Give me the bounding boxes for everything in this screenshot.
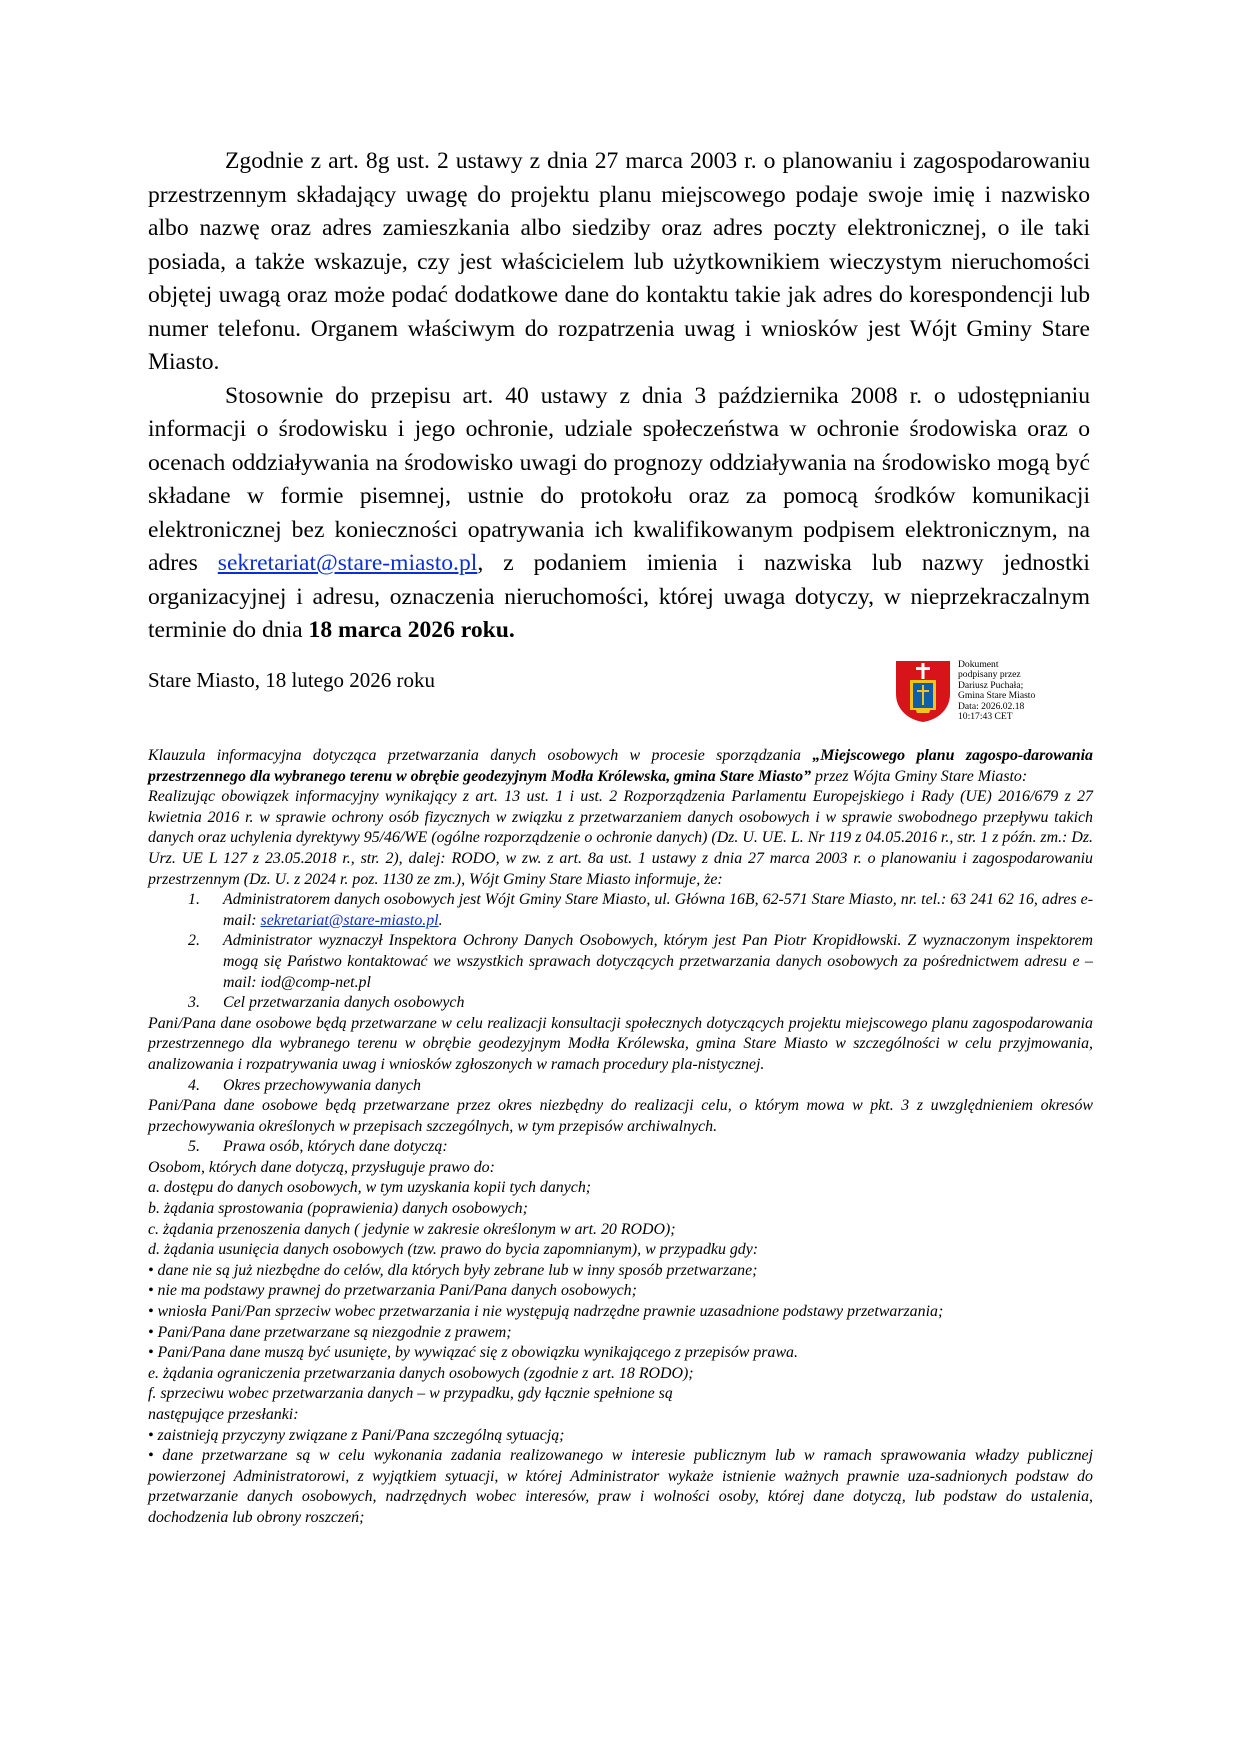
rights-line: b. żądania sprostowania (poprawienia) danych osobowych;	[148, 1200, 528, 1218]
rights-line: • nie ma podstawy prawnej do przetwarzania Pani/Pana danych osobowych;	[148, 1282, 637, 1300]
item-number: 4.	[188, 1076, 200, 1094]
signature-line: Dariusz Puchała;	[958, 679, 1024, 691]
clause-intro-text: Klauzula informacyjna dotycząca przetwarzania danych osobowych w procesie sporządzania	[148, 747, 801, 764]
clause-item-5	[148, 1137, 1093, 1158]
clause-item-1	[148, 890, 1093, 931]
rights-line: e. żądania ograniczenia przetwarzania danych osobowych (zgodnie z art. 18 RODO);	[148, 1364, 694, 1382]
signature-line: Dokument	[958, 659, 999, 670]
rights-line: c. żądania przenoszenia danych ( jedynie w zakresie określonym w art. 20 RODO);	[148, 1220, 676, 1238]
rights-line: • dane nie są już niezbędne do celów, dla których były zebrane lub w inny sposób przetwarzane;	[148, 1261, 758, 1279]
gdpr-clause	[148, 746, 1093, 1529]
clause-item-3	[148, 993, 1093, 1014]
item-number: 2.	[188, 932, 200, 950]
place-date-line: Stare Miasto, 18 lutego 2026 roku	[148, 668, 435, 692]
rights-line: • dane przetwarzane są w celu wykonania zadania realizowanego w interesie publicznym lub w ramach sprawowania władzy publicznej powierzonej Administratorowi, z wyjątkiem sytuacji, w której Administrator wykaże istnienie ważnych prawnie uza-sadnionych podstaw do przetwarzanie danych osobowych, nadrzędnych wobec interesów, praw i wolności osoby, której dane dotyczą, lub podstaw do ustalenia, dochodzenia lub obrony roszczeń;	[148, 1447, 1093, 1526]
clause-item-2	[148, 931, 1093, 993]
item-heading: Prawa osób, których dane dotyczą:	[223, 1138, 448, 1156]
clause-intro	[148, 746, 1093, 787]
administrator-email-link[interactable]: sekretariat@stare-miasto.pl	[260, 911, 439, 929]
administrator-text: Administratorem danych osobowych jest Wójt Gminy Stare Miasto, ul. Główna 16B, 62-571 Stare Miasto, nr. tel.: 63 241 62 16, adres e-mail:	[223, 891, 1093, 929]
rights-line: • zaistnieją przyczyny związane z Pani/Pana szczególną sytuacją;	[148, 1426, 565, 1444]
signature-line: 10:17:43 CET	[958, 711, 1013, 723]
clause-intro-end: przez Wójta Gminy Stare Miasto:	[815, 767, 1028, 785]
clause-legal-basis: Realizując obowiązek informacyjny wynikający z art. 13 ust. 1 i ust. 2 Rozporządzenia Parlamentu Europejskiego i Rady (UE) 2016/679 z 27 kwietnia 2016 r. w sprawie ochrony osób fizycznych w związku z przetwarzaniem danych osobowych i w sprawie swobodnego przepływu takich danych oraz uchylenia dyrektywy 95/46/WE (ogólne rozporządzenie o ochronie danych) (Dz. U. UE. L. Nr 119 z 04.05.2016 r., str. 1 z późn. zm.: Dz. Urz. UE L 127 z 23.05.2018 r., str. 2), dalej: RODO, w zw. z art. 8a ust. 1 ustawy z dnia 27 marca 2003 r. o planowaniu i zagospodarowaniu przestrzennym (Dz. U. z 2024 r. poz. 1130 ze zm.), Wójt Gminy Stare Miasto informuje, że:	[148, 788, 1093, 888]
item-number: 1.	[188, 891, 200, 909]
rights-line: • wniosła Pani/Pan sprzeciw wobec przetwarzania i nie występują nadrzędne prawnie uzasadnione podstawy przetwarzania;	[148, 1303, 944, 1321]
paragraph-environment-text-2: , z podaniem imienia i nazwiska lub nazwy jednostki organizacyjnej i adresu, oznaczenia nieruchomości, której uwaga dotyczy, w nieprzekraczalnym terminie do dnia	[148, 550, 1090, 643]
plan-title: „Miejscowego planu zagospo-darowania przestrzennego dla wybranego terenu w obrębie geodezyjnym Modła Królewska, gmina Stare Miasto”	[148, 747, 1093, 785]
digital-signature-text	[958, 660, 1035, 722]
rights-line: f. sprzeciwu wobec przetwarzania danych – w przypadku, gdy łącznie spełnione są	[148, 1385, 673, 1403]
paragraph-environment-act	[148, 380, 1090, 648]
item-heading: Cel przetwarzania danych osobowych	[223, 994, 465, 1012]
coat-of-arms-icon	[893, 658, 953, 724]
clause-item-4-text: Pani/Pana dane osobowe będą przetwarzane przez okres niezbędny do realizacji celu, o którym mowa w pkt. 3 z uwzględnieniem okresów przechowywania określonych w przepisach szczególnych, w tym przepisów archiwalnych.	[148, 1097, 1093, 1135]
rights-line: Osobom, których dane dotyczą, przysługuje prawo do:	[148, 1158, 495, 1176]
signature-line: Data: 2026.02.18	[958, 700, 1025, 712]
main-text	[148, 145, 1090, 648]
paragraph-planning-act: Zgodnie z art. 8g ust. 2 ustawy z dnia 27 marca 2003 r. o planowaniu i zagospodarowaniu przestrzennym składający uwagę do projektu planu miejscowego podaje swoje imię i nazwisko albo nazwę oraz adres zamieszkania albo siedziby oraz adres poczty elektronicznej, o ile taki posiada, a także wskazuje, czy jest właścicielem lub użytkownikiem wieczystym nieruchomości objętej uwagą oraz może podać dodatkowe dane do kontaktu takie jak adres do korespondencji lub numer telefonu. Organem właściwym do rozpatrzenia uwag i wniosków jest Wójt Gminy Stare Miasto.	[148, 148, 1090, 375]
paragraph-environment-text: Stosownie do przepisu art. 40 ustawy z dnia 3 października 2008 r. o udostępnianiu informacji o środowisku i jego ochronie, udziale społeczeństwa w ochronie środowiska oraz o ocenach oddziaływania na środowisko uwagi do prognozy oddziaływania na środowisko mogą być składane w formie pisemnej, ustnie do protokołu oraz za pomocą środków komunikacji elektronicznej bez konieczności opatrywania ich kwalifikowanym podpisem elektronicznym, na adres	[148, 382, 1090, 576]
rights-line: a. dostępu do danych osobowych, w tym uzyskania kopii tych danych;	[148, 1179, 592, 1197]
item-text	[223, 890, 1093, 931]
signature-line: Gmina Stare Miasto	[958, 690, 1036, 702]
rights-line: następujące przesłanki:	[148, 1406, 299, 1423]
clause-item-4	[148, 1076, 1093, 1097]
deadline-date: 18 marca 2026 roku.	[308, 617, 515, 643]
item-number: 3.	[188, 994, 200, 1012]
secretariat-email-link[interactable]: sekretariat@stare-miasto.pl	[217, 550, 478, 576]
item-number: 5.	[188, 1138, 200, 1156]
rights-line: • Pani/Pana dane przetwarzane są niezgodnie z prawem;	[148, 1323, 512, 1341]
clause-item-3-text: Pani/Pana dane osobowe będą przetwarzane w celu realizacji konsultacji społecznych dotyczących projektu miejscowego planu zagospodarowania przestrzennego dla wybranego terenu w obrębie geodezyjnym Modła Królewska, gmina Stare Miasto w szczególności w celu przyjmowania, analizowania i rozpatrywania uwag i wniosków zgłoszonych w ramach procedury pla-nistycznej.	[148, 1014, 1093, 1073]
rights-line: • Pani/Pana dane muszą być usunięte, by wywiązać się z obowiązku wynikającego z przepisów prawa.	[148, 1344, 798, 1362]
rights-line: d. żądania usunięcia danych osobowych (tzw. prawo do bycia zapomnianym), w przypadku gdy:	[148, 1241, 759, 1259]
item-heading: Okres przechowywania danych	[223, 1076, 422, 1094]
signature-line: podpisany przez	[958, 669, 1021, 681]
item-end: .	[438, 911, 443, 929]
item-text: Administrator wyznaczył Inspektora Ochrony Danych Osobowych, którym jest Pan Piotr Kropidłowski. Z wyznaczonym inspektorem mogą się Państwo kontaktować we wszystkich sprawach dotyczących przetwarzania danych osobowych za pośrednictwem adresu e – mail: iod@comp-net.pl	[223, 932, 1093, 991]
